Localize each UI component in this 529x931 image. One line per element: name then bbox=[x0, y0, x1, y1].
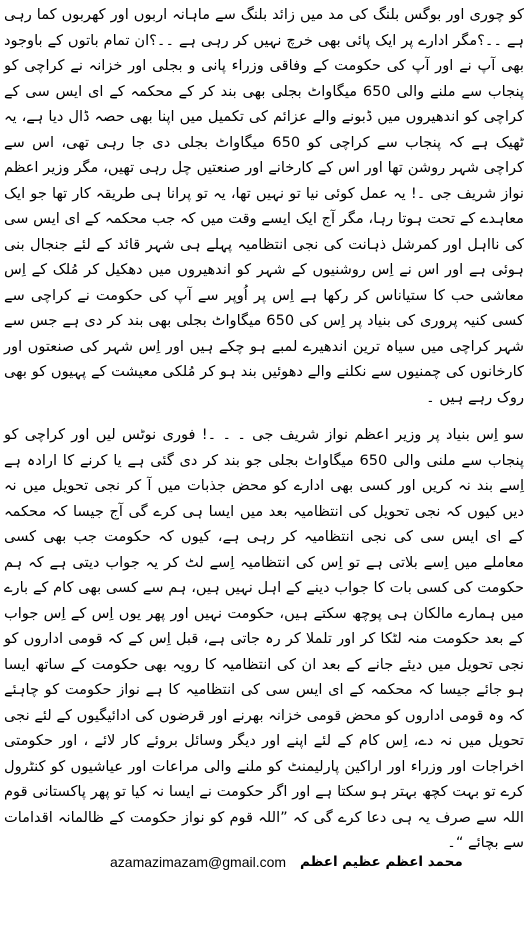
author-email: azamazimazam@gmail.com bbox=[110, 854, 287, 870]
signature-line bbox=[0, 850, 529, 874]
author-name: محمد اعظم عظیم اعظم bbox=[300, 854, 463, 870]
article-body bbox=[4, 2, 524, 856]
article-paragraph: کو چوری اور بوگس بلنگ کی مد میں زائد بلنگ سے ماہانہ اربوں اور کھربوں کما رہی ہے ۔۔؟مگر ادارے پر ایک پائی بھی خرچ نہیں کر رہی ہے ۔۔؟ان تمام باتوں کے باوجود بھی آپ نے اور آپ کی حکومت کے وفاقی وزراء پانی و بجلی اور خزانہ نے کراچی کو پنجاب سے ملنے والی 650 میگاواٹ بجلی بھی بند کر کے محکمہ کے ای ایس سی کے کراچی کو اندھیروں میں ڈبونے والے عزائم کی تکمیل میں اپنا بھی حصہ ڈال دیا ہے، یہ ٹھیک ہے کہ پنجاب سے کراچی کو 650 میگاواٹ بجلی دی جا رہی تھی، اس سے کراچی شہر روشن تھا اور اس کے کارخانے اور صنعتیں چل رہی تھیں، مگر وزیر اعظم نواز شریف جی ۔! یہ عمل کوئی نیا تو نہیں تھا، یہ تو پرانا ہی طریقہ کار تھا جو ایک معاہدے کے تحت ہوتا رہا، مگر آج ایک ایسے وقت میں کہ جب محکمہ کے ای ایس سی کی نااہل اور کمرشل ذہانت کی نجی انتظامیہ پہلے ہی شہر قائد کے لئے جنجال بنی ہوئی ہے اور اس نے اِس روشنیوں کے شہر کو اندھیروں میں دھکیل کر مُلک کے اِس معاشی حب کا ستیاناس کر رکھا ہے اِس پر اُوپر سے آپ کی حکومت نے کراچی سے کسی کنیہ پروری کی بنیاد پر اِس کی 650 میگاواٹ بجلی بھی بند کر دی ہے جس سے شہر کراچی میں سیاہ ترین اندھیرے لمبے ہو چکے ہیں اور اِس شہر کی صنعتوں اور کارخانوں کی چمنیوں سے نکلنے والے دھوئیں بند ہو کر مُلکی معیشت کے پہیوں کو بھی روک رہے ہیں ۔ bbox=[4, 6, 524, 406]
article-paragraph: سو اِس بنیاد پر وزیر اعظم نواز شریف جی ۔ ۔ ۔! فوری نوٹس لیں اور کراچی کو پنجاب سے ملنی والی 650 میگاواٹ بجلی جو بند کر دی گئی ہے یا کرنے کا ارادہ ہے اِسے بند نہ کریں اور کسی بھی ادارے کو محض جذبات میں آ کر نجی تحویل میں نہ دیں کیوں کہ نجی تحویل کی انتظامیہ بعد میں ایسا ہی کرے گی آج جیسا کہ محکمہ کے ای ایس سی کی نجی انتظامیہ کر رہی ہے، کیوں کہ حکومت جب بھی کسی معاملے میں اِسے بلاتی ہے تو اِس کی انتظامیہ اِسے لٹ کر یہ جواب دیتی ہے کہ ہم حکومت کی کسی بات کا جواب دینے کے اہل نہیں ہیں، ہم سے کسی بھی کام کے بارے میں ہمارے مالکان ہی پوچھ سکتے ہیں، حکومت نہیں اور پھر یوں اِس کے اِس جواب کے بعد حکومت منہ لٹکا کر اور تلملا کر رہ جاتی ہے، قبل اِس کے کہ قومی اداروں کو نجی تحویل میں دیئے جانے کے بعد ان کی انتظامیہ کا رویہ بھی حکومت کے ساتھ ایسا ہو جائے جیسا کہ محکمہ کے ای ایس سی کی انتظامیہ کا ہے نواز حکومت کو چاہئے کہ وہ قومی اداروں کو محض قومی خزانہ بھرنے اور قرضوں کی ادائیگیوں کے لئے نجی تحویل میں نہ دے، اِس کام کے لئے اپنے اور دیگر وسائل بروئے کار لائے ، اور حکومتی اخراجات اور وزراء اور اراکین پارلیمنٹ کو ملنے والی مراعات اور عیاشیوں کو کنٹرول کرے تو بہت کچھ بہتر ہو سکتا ہے اور اگر حکومت نے ایسا نہ کیا تو پھر پاکستانی قوم اللہ سے صرف یہ ہی دعا کرے گی کہ ”اللہ قوم کو نواز حکومت کے ظالمانہ اقدامات سے بچائے “۔ bbox=[4, 426, 524, 851]
